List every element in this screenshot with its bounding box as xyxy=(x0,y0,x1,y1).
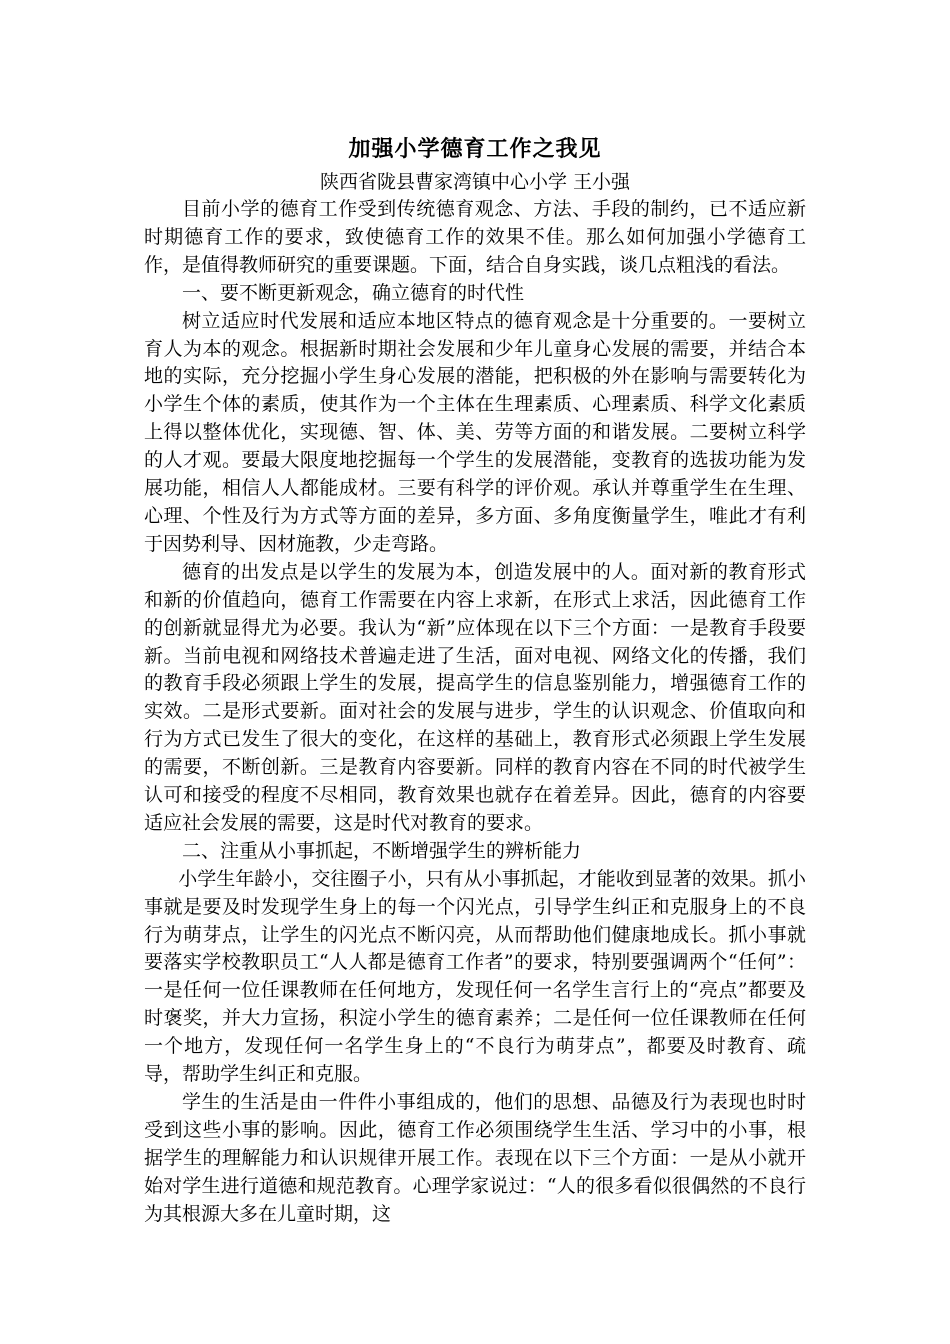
paragraph-section1-b: 德育的出发点是以学生的发展为本，创造发展中的人。面对新的教育形式和新的价值趋向，德育工作需要在内容上求新，在形式上求活，因此德育工作的创新就显得尤为必要。我认为“新”应体现在以下三个方面：一是教育手段要新。当前电视和网络技术普遍走进了生活，面对电视、网络文化的传播，我们的教育手段必须跟上学生的发展，提高学生的信息鉴别能力，增强德育工作的实效。二是形式要新。面对社会的发展与进步，学生的认识观念、价值取向和行为方式已发生了很大的变化，在这样的基础上，教育形式必须跟上学生发展的需要，不断创新。三是教育内容要新。同样的教育内容在不同的时代被学生认可和接受的程度不尽相同，教育效果也就存在着差异。因此，德育的内容要适应社会发展的需要，这是时代对教育的要求。 xyxy=(144,560,806,834)
document-title: 加强小学德育工作之我见 xyxy=(348,137,602,162)
paragraph-section2-b: 学生的生活是由一件件小事组成的，他们的思想、品德及行为表现也时时受到这些小事的影响。因此，德育工作必须围绕学生生活、学习中的小事，根据学生的理解能力和认识规律开展工作。表现在以下三个方面：一是从小就开始对学生进行道德和规范教育。心理学家说过：“人的很多看似很偶然的不良行为其根源大多在儿童时期，这 xyxy=(144,1091,806,1225)
paragraph-intro: 目前小学的德育工作受到传统德育观念、方法、手段的制约，已不适应新时期德育工作的要求，致使德育工作的效果不佳。那么如何加强小学德育工作，是值得教师研究的重要课题。下面，结合自身实践，谈几点粗浅的看法。 xyxy=(144,198,806,276)
paragraph-section2-a: 小学生年龄小，交往圈子小，只有从小事抓起，才能收到显著的效果。抓小事就是要及时发现学生身上的每一个闪光点，引导学生纠正和克服身上的不良行为萌芽点，让学生的闪光点不断闪亮，从而帮助他们健康地成长。抓小事就要落实学校教职员工“人人都是德育工作者”的要求，特别要强调两个“任何”：一是任何一位任课教师在任何地方，发现任何一名学生言行上的“亮点”都要及时褒奖，并大力宣扬，积淀小学生的德育素养；二是任何一位任课教师在任何一个地方，发现任何一名学生身上的“不良行为萌芽点”，都要及时教育、疏导，帮助学生纠正和克服。 xyxy=(144,867,806,1086)
document-author: 陕西省陇县曹家湾镇中心小学 王小强 xyxy=(319,171,631,193)
section-heading-1: 一、要不断更新观念，确立德育的时代性 xyxy=(182,281,525,304)
paragraph-section1-a: 树立适应时代发展和适应本地区特点的德育观念是十分重要的。一要树立育人为本的观念。根据新时期社会发展和少年儿童身心发展的需要，并结合本地的实际，充分挖掘小学生身心发展的潜能，把积极的外在影响与需要转化为小学生个体的素质，使其作为一个主体在生理素质、心理素质、科学文化素质上得以整体优化，实现德、智、体、美、劳等方面的和谐发展。二要树立科学的人才观。要最大限度地挖掘每一个学生的发展潜能，变教育的选拔功能为发展功能，相信人人都能成材。三要有科学的评价观。承认并尊重学生在生理、心理、个性及行为方式等方面的差异，多方面、多角度衡量学生，唯此才有利于因势利导、因材施教，少走弯路。 xyxy=(144,309,806,555)
document-page xyxy=(144,132,806,1229)
section-heading-2: 二、注重从小事抓起，不断增强学生的辨析能力 xyxy=(182,839,582,862)
